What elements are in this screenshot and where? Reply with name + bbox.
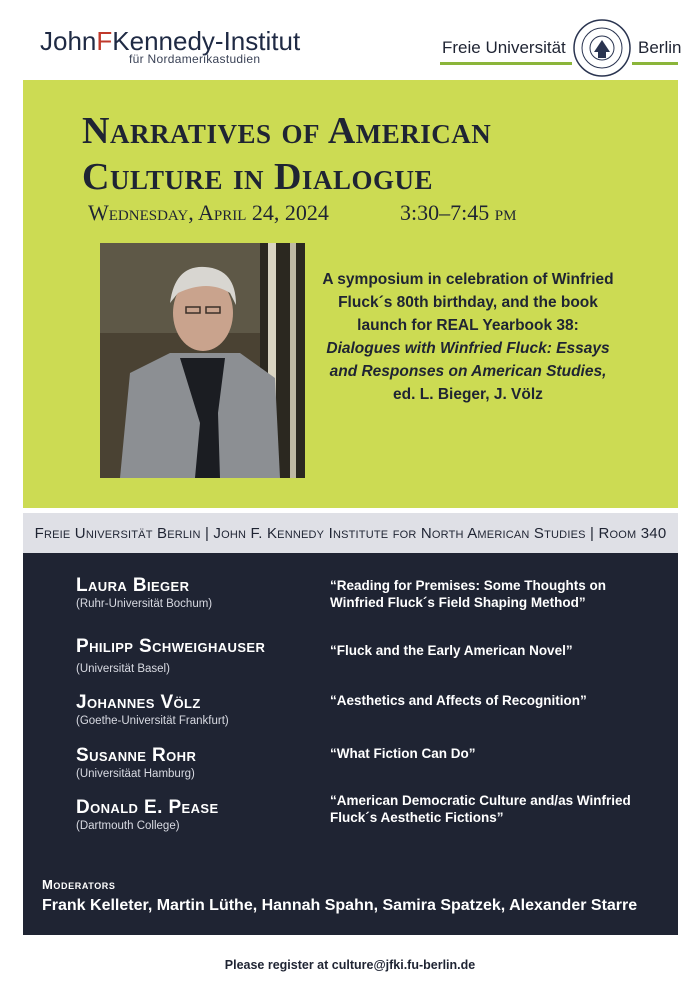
talk-title-2: “Fluck and the Early American Novel”: [330, 643, 573, 658]
event-book-editors: ed. L. Bieger, J. Völz: [393, 386, 543, 403]
speaker-affiliation: (Goethe-Universität Frankfurt): [76, 715, 229, 727]
jfki-logo-subtitle: für Nordamerikastudien: [129, 52, 261, 66]
event-book-title: Dialogues with Winfried Fluck: Essays and Responses on American Studies,: [326, 340, 610, 380]
speaker-4: [76, 745, 196, 782]
jfki-logo: [40, 26, 301, 74]
registration-note: Please register at culture@jfki.fu-berlin.de: [224, 958, 476, 972]
jfki-logo-f: F: [96, 26, 113, 56]
event-description: [318, 268, 618, 406]
speaker-name: Laura Bieger: [76, 575, 190, 596]
speaker-name: Philipp Schweighauser: [76, 636, 266, 657]
fu-logo-underline-right: [632, 62, 678, 65]
jfki-logo-kennedy: Kennedy-Institut: [112, 26, 301, 56]
fu-logo-name: Freie Universität: [442, 38, 566, 57]
speaker-name: Susanne Rohr: [76, 745, 197, 766]
event-title: Narratives of American Culture in Dialogue: [82, 110, 492, 198]
talk-title-5: “American Democratic Culture and/as Winfried Fluck´s Aesthetic Fictions”: [330, 793, 631, 825]
venue-band: [23, 513, 678, 553]
event-time: 3:30–7:45 pm: [400, 200, 517, 225]
fu-logo-underline: [440, 62, 572, 65]
event-description-text: A symposium in celebration of Winfried Fluck´s 80th birthday, and the book launch for REAL Yearbook 38:: [322, 271, 614, 334]
speaker-affiliation: (Dartmouth College): [76, 820, 180, 832]
moderators-heading: Moderators: [42, 877, 116, 892]
moderators-names: Frank Kelleter, Martin Lüthe, Hannah Spahn, Samira Spatzek, Alexander Starre: [42, 897, 638, 914]
fu-seal-icon: [572, 18, 632, 78]
speaker-3: [76, 692, 229, 729]
speaker-affiliation: (Universität Basel): [76, 663, 170, 675]
venue-text: Freie Universität Berlin | John F. Kennedy Institute for North American Studies | Room 340: [34, 524, 667, 542]
speaker-1: [76, 575, 212, 612]
fu-logo-city: Berlin: [638, 38, 682, 57]
speaker-affiliation: (Ruhr-Universität Bochum): [76, 598, 213, 610]
speaker-name: Donald E. Pease: [76, 797, 219, 818]
portrait-photo: [100, 243, 305, 478]
event-date: Wednesday, April 24, 2024: [88, 200, 329, 225]
speaker-name: Johannes Völz: [76, 692, 201, 713]
talk-title-3: “Aesthetics and Affects of Recognition”: [330, 693, 587, 708]
speaker-affiliation: (Universitäat Hamburg): [76, 768, 195, 780]
talk-title-1: “Reading for Premises: Some Thoughts on Winfried Fluck´s Field Shaping Method”: [330, 578, 607, 610]
talk-title-4: “What Fiction Can Do”: [330, 746, 476, 761]
jfki-logo-john: John: [40, 26, 97, 56]
speaker-5: [76, 797, 219, 834]
speaker-2: [76, 636, 265, 677]
